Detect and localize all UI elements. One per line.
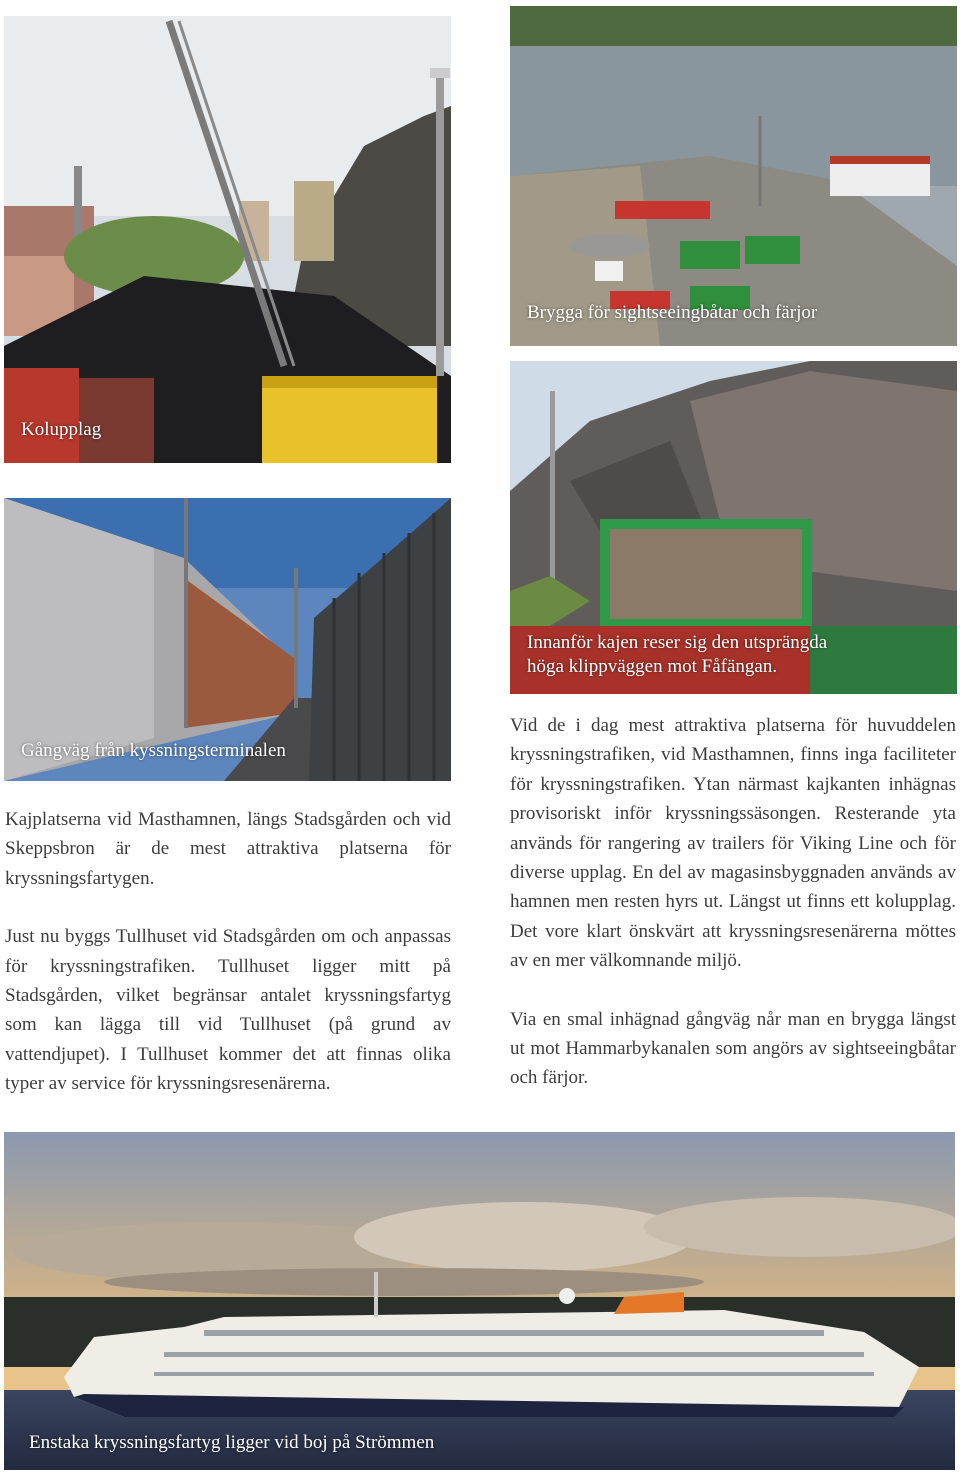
right-text-column xyxy=(510,711,956,1093)
paragraph: Kajplatserna vid Masthamnen, längs Stadsgården och vid Skeppsbron är de mest attraktiva platserna för kryssningsfartygen. xyxy=(5,809,451,889)
cliff-photo xyxy=(510,361,957,694)
photo-caption-line1: Innanför kajen reser sig den utsprängda xyxy=(527,632,828,653)
photo-caption: Enstaka kryssningsfartyg ligger vid boj på Strömmen xyxy=(29,1432,435,1453)
photo-caption: Gångväg från kyssningsterminalen xyxy=(21,740,286,761)
paragraph: Just nu byggs Tullhuset vid Stadsgården om och anpassas för kryssningstrafiken. Tullhuset ligger mitt på Stadsgården, vilket begränsar antalet kryssningsfartyg som kan lägga till vid Tullhuset (på grund av vattendjupet). I Tullhuset kommer det att finnas olika typer av service för kryssningsresenärerna. xyxy=(5,926,451,1095)
left-text-column xyxy=(5,805,451,1099)
photo-caption-line2: höga klippväggen mot Fåfängan. xyxy=(527,656,778,677)
photo-caption: Kolupplag xyxy=(21,419,102,440)
coal-storage-photo xyxy=(4,16,451,463)
cruise-ship-photo xyxy=(4,1132,955,1470)
paragraph: Vid de i dag mest attraktiva platserna för huvuddelen kryssningstrafiken, vid Masthamnen, finns inga faciliteter för kryssningstrafiken. Ytan närmast kajkanten inhägnas provisoriskt inför kryssningssäsongen. Resterande yta används för rangering av trailers för Viking Line och för diverse upplag. En del av magasinsbyggnaden används av hamnen men resten hyrs ut. Längst ut finns ett kolupplag. Det vore klart önskvärt att kryssningsresenärerna möttes av en mer välkomnande miljö. xyxy=(510,715,956,972)
walkway-photo xyxy=(4,498,451,781)
photo-caption: Brygga för sightseeingbåtar och färjor xyxy=(527,302,818,323)
pier-photo xyxy=(510,6,957,346)
paragraph: Via en smal inhägnad gångväg når man en brygga längst ut mot Hammarbykanalen som angörs av sightseeingbåtar och färjor. xyxy=(510,1008,956,1089)
